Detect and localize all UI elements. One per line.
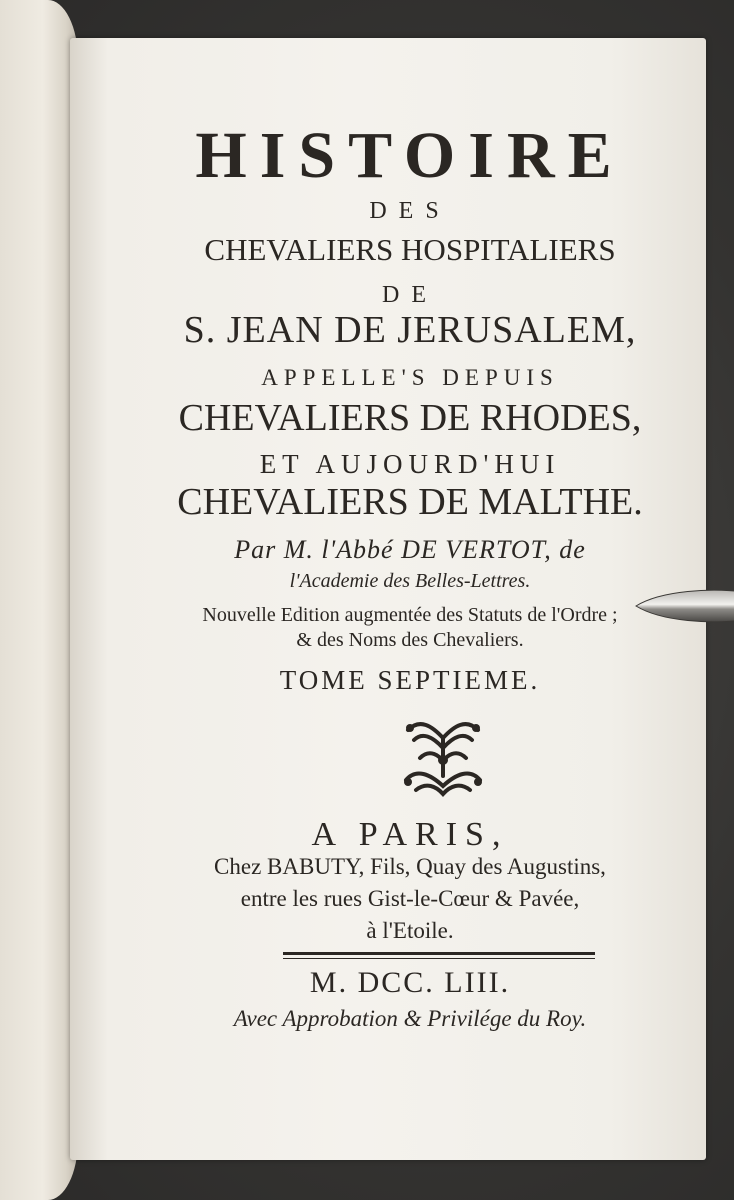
privilege-line: Avec Approbation & Privilége du Roy.: [233, 1006, 587, 1031]
title-chevaliers-rhodes: CHEVALIERS DE RHODES,: [178, 397, 642, 439]
main-title: HISTOIRE: [195, 119, 625, 192]
title-page: [70, 38, 706, 1160]
author-line: Par M. l'Abbé DE VERTOT, de: [234, 535, 586, 564]
printers-ornament-icon: [400, 718, 486, 798]
title-chevaliers-malthe: CHEVALIERS DE MALTHE.: [177, 481, 643, 523]
title-saint-jean: S. JEAN DE JERUSALEM,: [183, 309, 637, 351]
academie-line: l'Academie des Belles-Lettres.: [289, 570, 531, 592]
title-des: DES: [369, 198, 451, 224]
double-rule-divider: [283, 952, 595, 955]
publication-date: M. DCC. LIII.: [309, 966, 511, 999]
title-appelles: APPELLE'S DEPUIS: [261, 365, 559, 390]
edition-line-2: & des Noms des Chevaliers.: [296, 629, 524, 651]
metal-page-holder: [632, 586, 734, 626]
publisher-line-3: à l'Etoile.: [366, 918, 454, 943]
publisher-line-2: entre les rues Gist-le-Cœur & Pavée,: [240, 886, 580, 911]
facing-page-edge: [0, 0, 78, 1200]
volume-label: TOME SEPTIEME.: [279, 665, 541, 695]
title-de: DE: [382, 282, 438, 308]
edition-line-1: Nouvelle Edition augmentée des Statuts de l'Ordre ;: [202, 604, 618, 626]
imprint-city: A PARIS,: [311, 816, 509, 853]
title-chevaliers-hospitaliers: CHEVALIERS HOSPITALIERS: [204, 232, 616, 267]
title-aujourd-hui: ET AUJOURD'HUI: [259, 449, 561, 479]
publisher-line-1: Chez BABUTY, Fils, Quay des Augustins,: [214, 854, 606, 879]
